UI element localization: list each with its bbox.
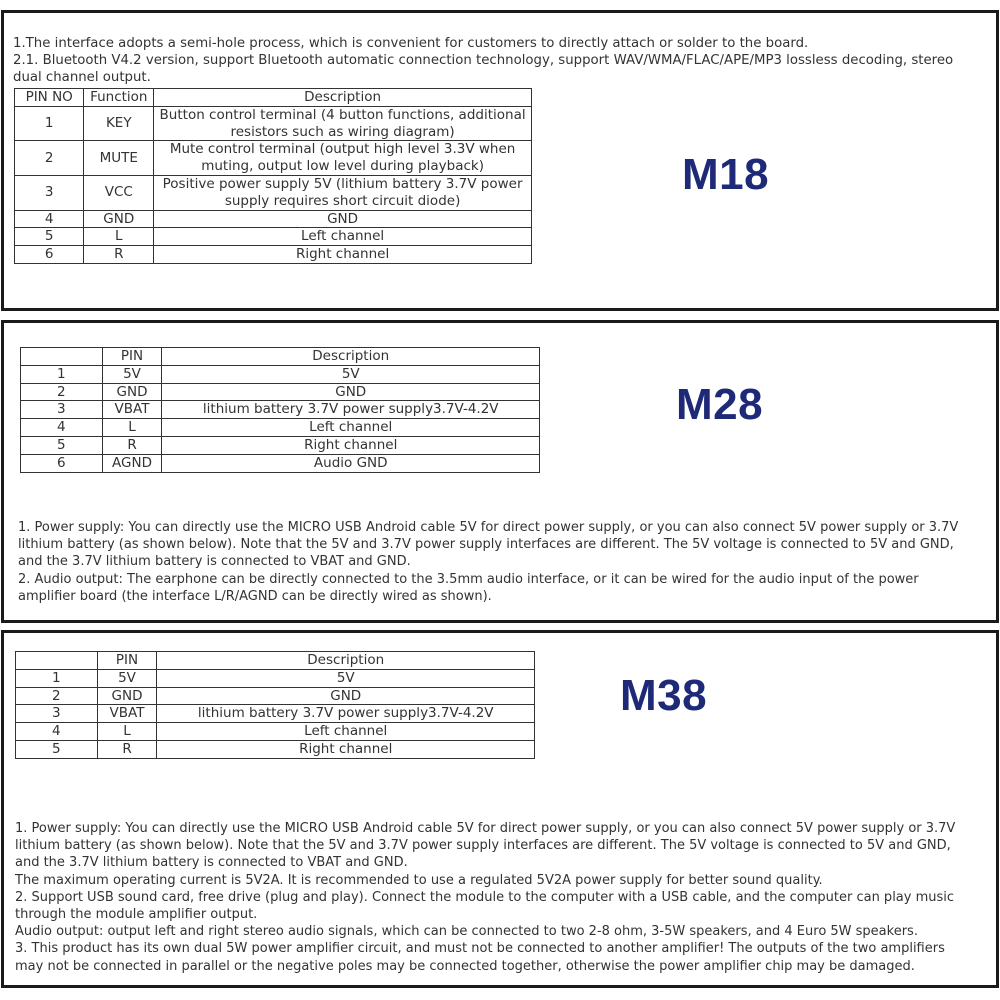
table-row (16, 723, 535, 741)
table-row (21, 454, 540, 472)
m18-pin-table (14, 88, 532, 264)
m18-intro-line: 2.1. Bluetooth V4.2 version, support Bluetooth automatic connection technology, support WAV/WMA/FLAC/APE/MP3 lossless decoding, stereo (13, 53, 954, 69)
model-title-m38: M38 (620, 671, 708, 720)
description-cell: Right channel (154, 246, 532, 264)
description-cell (154, 106, 532, 141)
description-cell: 5V (162, 365, 540, 383)
m38-note-line: through the module amplifier output. (15, 907, 258, 923)
number-cell: 6 (21, 454, 103, 472)
pin-cell: L (102, 419, 162, 437)
function-cell: MUTE (84, 141, 154, 176)
header-cell: Function (84, 89, 154, 107)
pin-cell: GND (97, 687, 157, 705)
table-row (21, 419, 540, 437)
number-cell: 4 (21, 419, 103, 437)
table-row (16, 669, 535, 687)
function-cell: R (84, 246, 154, 264)
m28-note-line: lithium battery (as shown below). Note that the 5V and 3.7V power supply interfaces are different. The 5V voltage is connected to 5V and GND, (18, 537, 954, 553)
function-cell: KEY (84, 106, 154, 141)
header-cell: PIN (102, 348, 162, 366)
pin-cell: VBAT (102, 401, 162, 419)
m38-note-line: may not be connected in parallel or the negative poles may be connected together, otherwise the power amplifier chip may be damaged. (15, 958, 915, 974)
description-cell: Right channel (162, 436, 540, 454)
function-cell: GND (84, 210, 154, 228)
m38-note-line: The maximum operating current is 5V2A. It is recommended to use a regulated 5V2A power supply for better sound quality. (15, 872, 823, 888)
description-cell: Left channel (157, 723, 535, 741)
m38-note-line: 2. Support USB sound card, free drive (plug and play). Connect the module to the computer with a USB cable, and the computer can play music (15, 889, 955, 905)
number-cell: 4 (16, 723, 98, 741)
pin-cell: 5 (15, 228, 84, 246)
description-cell (154, 175, 532, 210)
table-header-row (16, 652, 535, 670)
m18-intro (13, 35, 953, 87)
pin-cell: VBAT (97, 705, 157, 723)
m28-note-line: 1. Power supply: You can directly use the MICRO USB Android cable 5V for direct power supply, or you can also connect 5V power supply or 3.7V (18, 520, 959, 535)
description-line: Mute control terminal (output high level 3.3V when (169, 141, 516, 158)
number-cell: 1 (21, 365, 103, 383)
table-row (21, 401, 540, 419)
pin-cell: 1 (15, 106, 84, 141)
pin-cell: 5V (97, 669, 157, 687)
description-line: resistors such as wiring diagram) (230, 123, 455, 140)
m38-notes (15, 820, 955, 975)
description-cell: lithium battery 3.7V power supply3.7V-4.2V (162, 401, 540, 419)
function-cell: VCC (84, 175, 154, 210)
m28-note-line: amplifier board (the interface L/R/AGND can be directly wired as shown). (18, 588, 492, 604)
panel-m18 (1, 10, 999, 311)
table-row (16, 705, 535, 723)
table-row (15, 210, 532, 228)
pin-cell: AGND (102, 454, 162, 472)
model-title-m28: M28 (676, 380, 764, 429)
table-row (15, 106, 532, 141)
header-cell: Description (157, 652, 535, 670)
pin-cell: GND (102, 383, 162, 401)
table-header-row (21, 348, 540, 366)
m38-pin-table (15, 651, 535, 759)
pin-cell: 5V (102, 365, 162, 383)
description-cell: Right channel (157, 740, 535, 758)
number-cell: 5 (21, 436, 103, 454)
header-cell (21, 348, 103, 366)
table-row (16, 687, 535, 705)
number-cell: 3 (21, 401, 103, 419)
description-line: Positive power supply 5V (lithium battery 3.7V power (162, 175, 523, 192)
number-cell: 2 (21, 383, 103, 401)
model-title-m18: M18 (682, 150, 770, 199)
header-cell (16, 652, 98, 670)
panel-m38 (1, 630, 999, 988)
pin-cell: L (97, 723, 157, 741)
number-cell: 5 (16, 740, 98, 758)
description-cell: GND (157, 687, 535, 705)
pin-cell: 4 (15, 210, 84, 228)
table-row (16, 740, 535, 758)
table-row (21, 383, 540, 401)
m28-note-line: and the 3.7V lithium battery is connected to VBAT and GND. (18, 554, 411, 570)
m38-note-line: 3. This product has its own dual 5W power amplifier circuit, and must not be connected to another amplifier! The outputs of the two amplifiers (15, 941, 945, 957)
description-cell: lithium battery 3.7V power supply3.7V-4.2V (157, 705, 535, 723)
table-row (21, 365, 540, 383)
m28-pin-table (20, 347, 540, 473)
description-cell: Left channel (162, 419, 540, 437)
m28-note-line: 2. Audio output: The earphone can be directly connected to the 3.5mm audio interface, or it can be wired for the audio input of the power (18, 571, 919, 587)
panel-m28 (1, 320, 999, 623)
description-cell: GND (162, 383, 540, 401)
table-row (15, 141, 532, 176)
pin-cell: 2 (15, 141, 84, 176)
m28-notes (18, 519, 958, 605)
description-cell: 5V (157, 669, 535, 687)
description-cell: GND (154, 210, 532, 228)
description-cell: Left channel (154, 228, 532, 246)
header-cell: PIN NO (15, 89, 84, 107)
table-row (15, 228, 532, 246)
pin-cell: R (102, 436, 162, 454)
m38-note-line: 1. Power supply: You can directly use the MICRO USB Android cable 5V for direct power supply, or you can also connect 5V power supply or 3.7V (15, 821, 956, 836)
description-cell: Audio GND (162, 454, 540, 472)
table-row (15, 246, 532, 264)
function-cell: L (84, 228, 154, 246)
number-cell: 3 (16, 705, 98, 723)
pin-cell: R (97, 740, 157, 758)
description-cell (154, 141, 532, 176)
header-cell: Description (154, 89, 532, 107)
header-cell: Description (162, 348, 540, 366)
header-cell: PIN (97, 652, 157, 670)
number-cell: 2 (16, 687, 98, 705)
table-header-row (15, 89, 532, 107)
pin-cell: 6 (15, 246, 84, 264)
number-cell: 1 (16, 669, 98, 687)
m18-intro-line: 1.The interface adopts a semi-hole process, which is convenient for customers to directly attach or solder to the board. (13, 36, 809, 51)
m18-intro-line: dual channel output. (13, 70, 151, 86)
description-line: muting, output low level during playback) (201, 158, 484, 175)
pin-cell: 3 (15, 175, 84, 210)
description-line: supply requires short circuit diode) (224, 192, 461, 209)
m38-note-line: lithium battery (as shown below). Note that the 5V and 3.7V power supply interfaces are different. The 5V voltage is connected to 5V and GND, (15, 838, 951, 854)
table-row (21, 436, 540, 454)
description-line: Button control terminal (4 button functions, additional (159, 106, 526, 123)
m38-note-line: Audio output: output left and right stereo audio signals, which can be connected to two 2-8 ohm, 3-5W speakers, and 4 Euro 5W speakers. (15, 924, 918, 940)
table-row (15, 175, 532, 210)
m38-note-line: and the 3.7V lithium battery is connected to VBAT and GND. (15, 855, 408, 871)
